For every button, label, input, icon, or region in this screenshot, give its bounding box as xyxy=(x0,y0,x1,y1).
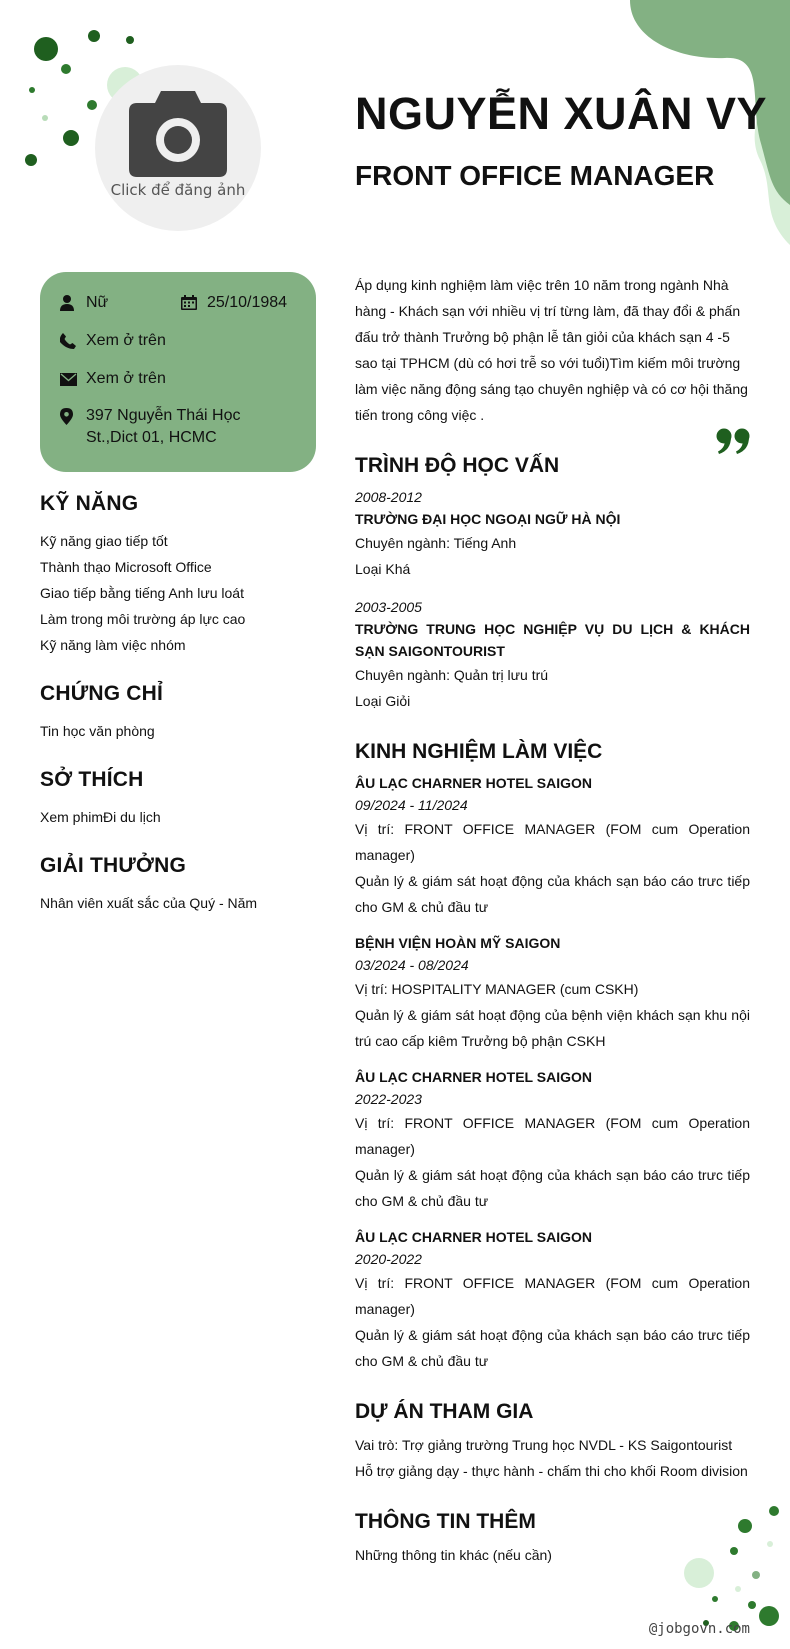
dob-value: 25/10/1984 xyxy=(207,294,288,311)
company-name: ÂU LẠC CHARNER HOTEL SAIGON xyxy=(355,1229,592,1245)
certificates-section xyxy=(40,682,310,744)
experience-desc: Quản lý & giám sát hoạt động của khách sạn báo cáo trưc tiếp cho GM & chủ đầu tư xyxy=(355,1167,750,1209)
list-item: Làm trong môi trường áp lực cao xyxy=(40,611,246,627)
extra-info-line: Những thông tin khác (nếu cần) xyxy=(355,1547,552,1563)
list-item: Kỹ năng giao tiếp tốt xyxy=(40,533,168,549)
avatar-label: Click để đăng ảnh xyxy=(110,181,246,199)
list-item: Kỹ năng làm việc nhóm xyxy=(40,637,186,653)
company-name: ÂU LẠC CHARNER HOTEL SAIGON xyxy=(355,775,592,791)
education-period: 2008-2012 xyxy=(355,489,422,505)
certificates-title: CHỨNG CHỈ xyxy=(40,682,164,705)
hobbies-section xyxy=(40,768,310,830)
grade: Loại Khá xyxy=(355,561,411,577)
calendar-icon xyxy=(181,292,207,317)
awards-section xyxy=(40,854,310,916)
company-name: BỆNH VIỆN HOÀN MỸ SAIGON xyxy=(355,935,561,951)
experience-desc: Quản lý & giám sát hoạt động của bệnh viện khách sạn khu nội trú cao cấp kiêm Trưởng bộ phận CSKH xyxy=(355,1007,750,1049)
experience-item xyxy=(355,1066,750,1214)
grade: Loại Giỏi xyxy=(355,693,411,709)
contact-row-address xyxy=(60,405,296,449)
experience-period: 09/2024 - 11/2024 xyxy=(355,797,468,813)
list-item: Xem phimĐi du lịch xyxy=(40,809,161,825)
experience-role: Vị trí: FRONT OFFICE MANAGER (FOM cum Operation manager) xyxy=(355,821,750,863)
contact-box xyxy=(40,272,316,472)
school-name: TRƯỜNG ĐẠI HỌC NGOẠI NGỮ HÀ NỘI xyxy=(355,511,621,527)
experience-period: 2020-2022 xyxy=(355,1251,422,1267)
education-item xyxy=(355,486,750,582)
education-title: TRÌNH ĐỘ HỌC VẤN xyxy=(355,454,560,477)
experience-item xyxy=(355,772,750,920)
email-value: Xem ở trên xyxy=(86,370,166,387)
project-line: Vai trò: Trợ giảng trường Trung học NVDL - KS Saigontourist xyxy=(355,1437,733,1453)
hobbies-title: SỞ THÍCH xyxy=(40,768,144,791)
contact-row-email xyxy=(60,368,296,393)
phone-icon xyxy=(60,330,86,356)
gender-value: Nữ xyxy=(86,294,109,311)
skills-section xyxy=(40,492,310,658)
education-period: 2003-2005 xyxy=(355,599,422,615)
skills-title: KỸ NĂNG xyxy=(40,492,139,515)
company-name: ÂU LẠC CHARNER HOTEL SAIGON xyxy=(355,1069,592,1085)
awards-title: GIẢI THƯỞNG xyxy=(40,854,187,877)
experience-desc: Quản lý & giám sát hoạt động của khách sạn báo cáo trưc tiếp cho GM & chủ đầu tư xyxy=(355,1327,750,1369)
experience-desc: Quản lý & giám sát hoạt động của khách sạn báo cáo trưc tiếp cho GM & chủ đầu tư xyxy=(355,873,750,915)
quote-icon xyxy=(716,428,750,454)
experience-role: Vị trí: HOSPITALITY MANAGER (cum CSKH) xyxy=(355,981,639,997)
phone-value: Xem ở trên xyxy=(86,332,166,349)
contact-row-gender-dob xyxy=(60,292,296,318)
experience-period: 2022-2023 xyxy=(355,1091,422,1107)
location-pin-icon xyxy=(60,405,86,432)
project-line: Hỗ trợ giảng dạy - thực hành - chấm thi cho khối Room division xyxy=(355,1463,748,1479)
extra-info-title: THÔNG TIN THÊM xyxy=(355,1510,536,1533)
major: Chuyên ngành: Quản trị lưu trú xyxy=(355,667,549,683)
address-value: 397 Nguyễn Thái Học St.,Dict 01, HCMC xyxy=(86,407,241,446)
list-item: Nhân viên xuất sắc của Quý - Năm xyxy=(40,895,258,911)
experience-title: KINH NGHIỆM LÀM VIỆC xyxy=(355,740,603,763)
school-name: TRƯỜNG TRUNG HỌC NGHIỆP VỤ DU LỊCH & KHÁCH SẠN SAIGONTOURIST xyxy=(355,621,750,659)
list-item: Tin học văn phòng xyxy=(40,723,155,739)
job-title: FRONT OFFICE MANAGER xyxy=(355,160,715,191)
right-column xyxy=(355,272,750,1568)
projects-title: DỰ ÁN THAM GIA xyxy=(355,1400,534,1423)
experience-role: Vị trí: FRONT OFFICE MANAGER (FOM cum Operation manager) xyxy=(355,1275,750,1317)
watermark: @jobgovn.com xyxy=(648,1621,750,1637)
experience-item xyxy=(355,932,750,1054)
experience-item xyxy=(355,1226,750,1374)
left-column xyxy=(40,492,310,940)
camera-icon xyxy=(129,91,227,177)
contact-row-phone xyxy=(60,330,296,356)
list-item: Giao tiếp bằng tiếng Anh lưu loát xyxy=(40,585,244,601)
person-icon xyxy=(60,292,86,318)
career-summary: Áp dụng kinh nghiệm làm việc trên 10 năm trong ngành Nhà hàng - Khách sạn với nhiều vị trí từng làm, đã thay đổi & phấn đấu trở thành Trưởng bộ phận lễ tân giỏi của khách sạn 4 -5 sao tại TPHCM (dù có hơi trễ so với tuổi)Tìm kiếm môi trường làm việc năng động sáng tạo chuyên nghiệp và có cơ hội thăng tiến trong công việc . xyxy=(355,277,748,423)
experience-role: Vị trí: FRONT OFFICE MANAGER (FOM cum Operation manager) xyxy=(355,1115,750,1157)
candidate-name: NGUYỄN XUÂN VY xyxy=(355,88,768,139)
envelope-icon xyxy=(60,368,86,393)
avatar-upload[interactable] xyxy=(95,65,261,231)
experience-period: 03/2024 - 08/2024 xyxy=(355,957,469,973)
education-item xyxy=(355,596,750,714)
list-item: Thành thạo Microsoft Office xyxy=(40,559,212,575)
major: Chuyên ngành: Tiếng Anh xyxy=(355,535,517,551)
